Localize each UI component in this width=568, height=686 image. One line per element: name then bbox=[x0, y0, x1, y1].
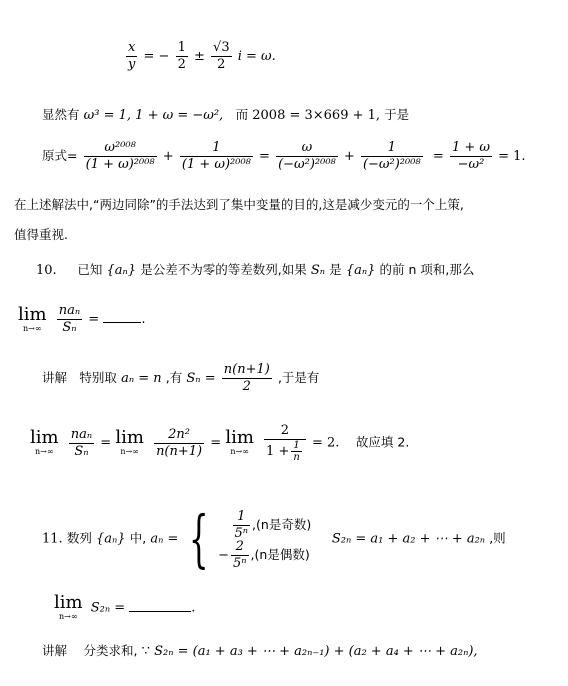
frac-sn: $\frac{n(n+1)}{2}$ bbox=[223, 362, 270, 394]
sol-eq-1: = bbox=[100, 435, 112, 451]
q10-sequence: {aₙ} bbox=[106, 263, 137, 278]
q10-text-d: 的前 n 项和,那么 bbox=[379, 262, 475, 277]
paragraph-remark-line1: 在上述解法中,“两边同除”的手法达到了集中变量的目的,这是减少变元的一个上策, bbox=[14, 197, 464, 212]
frac-2: $\frac{1}{\text{(1 + ω)²⁰⁰⁸}}$ bbox=[181, 140, 251, 172]
decomp-2008: 2008 = 3×669 + 1, bbox=[252, 108, 381, 123]
sol-frac-1: $\frac{\text{naₙ}}{\text{Sₙ}}$ bbox=[70, 426, 93, 459]
solution-10 bbox=[30, 423, 409, 463]
text-thus: 于是 bbox=[384, 107, 410, 122]
exp10-text-c: ,于是有 bbox=[277, 370, 320, 385]
question-10 bbox=[36, 261, 474, 280]
label-original: 原式= bbox=[42, 148, 78, 163]
result-1: = 1. bbox=[498, 149, 526, 164]
q10-text-b: 是公差不为零的等差数列,如果 bbox=[140, 262, 307, 277]
answer-blank-10[interactable] bbox=[103, 312, 141, 323]
equation-top bbox=[124, 40, 276, 73]
q11-an-eq: aₙ = bbox=[150, 531, 179, 547]
piecewise-cases bbox=[218, 509, 311, 569]
label-explain: 讲解 bbox=[42, 370, 68, 385]
limit-symbol: lim n→∞ bbox=[18, 303, 47, 333]
frac-5: $\frac{1 + \omega}{\text{−ω²}}$ bbox=[451, 140, 490, 172]
text-and: 而 bbox=[235, 107, 249, 122]
limit-symbol-11: lim n→∞ bbox=[54, 592, 83, 621]
equals-1: = bbox=[259, 149, 270, 164]
q11-text-a: 数列 bbox=[66, 530, 92, 546]
left-brace: { bbox=[188, 502, 209, 575]
sol-frac-2: $\frac{\text{2n²}}{n(n+1)}$ bbox=[156, 426, 203, 459]
case-odd: $\frac{1}{\text{5ⁿ}}$ ,(n是奇数) bbox=[234, 509, 312, 541]
limit-symbol-2: lim n→∞ bbox=[115, 427, 144, 456]
q10-sn: Sₙ bbox=[310, 263, 326, 278]
sol-eq-2: = bbox=[210, 435, 222, 451]
because-symbol: ∵ bbox=[141, 644, 150, 659]
q11-s2n: S₂ₙ = a₁ + a₂ + ⋯ + a₂ₙ bbox=[331, 531, 486, 547]
frac-x-over-y: $\frac{x}{y}$ bbox=[128, 40, 136, 72]
limit-symbol-1: lim n→∞ bbox=[30, 427, 59, 456]
q11-number: 11. bbox=[42, 531, 63, 547]
frac-3: $\frac{\omega}{\text{(−ω²)²⁰⁰⁸}}$ bbox=[278, 140, 336, 172]
exp10-text-a: 特别取 bbox=[79, 370, 117, 385]
explanation-11 bbox=[42, 642, 478, 661]
frac-4: $\frac{1}{\text{(−ω²)²⁰⁰⁸}}$ bbox=[362, 140, 421, 172]
case-even: − $\frac{2}{\text{5ⁿ}}$ ,(n是偶数) bbox=[218, 539, 310, 571]
q11-text-b: 中, bbox=[129, 530, 147, 546]
exp10-text-b: ,有 bbox=[165, 370, 183, 385]
sol-frac-3: 2 1 + $\frac{1}{n}$ bbox=[264, 423, 306, 463]
sol-fill: 故应填 2. bbox=[355, 434, 410, 450]
frac-nan-sn: $\frac{\text{naₙ}}{\text{Sₙ}}$ bbox=[58, 303, 81, 335]
answer-blank-11[interactable] bbox=[129, 601, 191, 612]
frac-half: $\frac{1}{2}$ bbox=[177, 40, 186, 72]
plus-2: + bbox=[343, 149, 355, 164]
frac-1: $\frac{\text{ω²⁰⁰⁸}}{\text{(1 + ω)²⁰⁰⁸}}$ bbox=[85, 140, 155, 172]
equals-2: = bbox=[432, 149, 444, 164]
label-explain-11: 讲解 bbox=[42, 643, 68, 658]
q10-limit-blank: lim n→∞ $\frac{\text{naₙ}}{\text{Sₙ}}$ = . bbox=[18, 303, 146, 335]
q11-sequence: {aₙ} bbox=[95, 531, 126, 547]
q10-number: 10. bbox=[36, 263, 57, 278]
question-11 bbox=[42, 502, 506, 575]
omega-identities: ω³ = 1, 1 + ω = −ω², bbox=[83, 108, 224, 123]
explanation-10 bbox=[42, 362, 319, 395]
exp10-an-eq: aₙ = n bbox=[121, 371, 162, 386]
line-omega-facts bbox=[42, 106, 409, 125]
paragraph-remark-line2: 值得重视. bbox=[14, 227, 68, 242]
exp10-sn: Sₙ = bbox=[186, 371, 216, 386]
equation-original bbox=[42, 140, 526, 173]
q11-limit-blank: lim n→∞ S₂ₙ = . bbox=[54, 592, 196, 621]
q11-s2n-lim: S₂ₙ = bbox=[90, 600, 126, 616]
q10-text-c: 是 bbox=[329, 262, 342, 277]
q10-sequence-2: {aₙ} bbox=[345, 263, 376, 278]
equals-omega: i = ω. bbox=[237, 49, 276, 64]
q10-text-a: 已知 bbox=[77, 262, 103, 277]
equals-minus: = − bbox=[143, 49, 170, 64]
text-obviously: 显然有 bbox=[42, 107, 80, 122]
equals-blank: = bbox=[88, 312, 100, 327]
exp11-text-a: 分类求和, bbox=[83, 643, 138, 658]
q11-text-c: ,则 bbox=[489, 530, 506, 546]
sol-result: = 2. bbox=[311, 435, 340, 451]
limit-symbol-3: lim n→∞ bbox=[225, 427, 254, 456]
plus-minus: ± bbox=[193, 49, 205, 64]
plus-1: + bbox=[162, 149, 174, 164]
frac-sqrt3: $\frac{√3}{2}$ bbox=[213, 40, 230, 72]
exp11-expr: S₂ₙ = (a₁ + a₃ + ⋯ + a₂ₙ₋₁) + (a₂ + a₄ + ⋯ + a₂ₙ), bbox=[154, 644, 478, 659]
